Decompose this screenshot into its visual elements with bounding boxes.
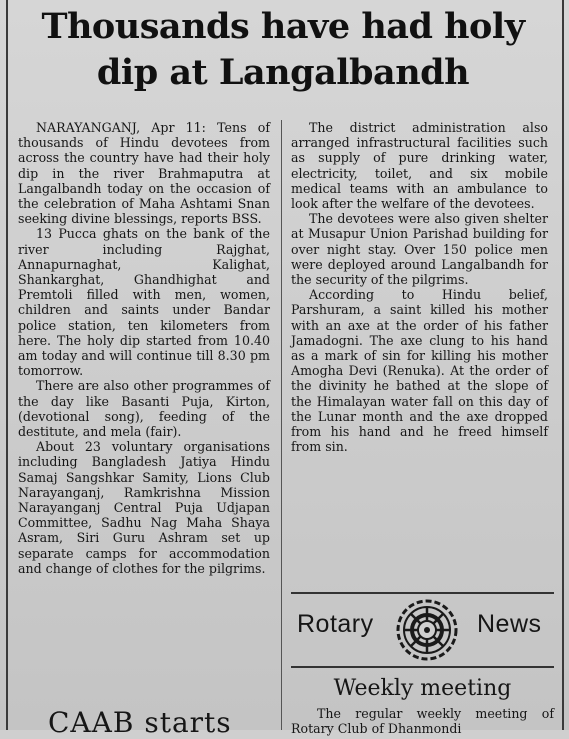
rotary-wheel-icon	[395, 598, 459, 662]
article-column-1	[18, 120, 270, 576]
paragraph-2: 13 Pucca ghats on the bank of the river including Rajghat, Annapurnaghat, Kalighat, Shankarghat, Ghandhighat and Premtoli filled with men, women, children and saints under Bandar police station, ten kilometers from here. The holy dip started from 10.40 am today and will continue till 8.30 pm tomorrow.	[18, 226, 270, 379]
article-column-2	[291, 120, 548, 454]
weekly-meeting-paragraph: The regular weekly meeting of Rotary Club of Dhanmondi	[291, 706, 554, 737]
weekly-meeting-text	[291, 706, 554, 736]
paragraph-3: There are also other programmes of the day like Basanti Puja, Kirton, (devotional song), feeding of the destitute, and mela (fair).	[18, 378, 270, 440]
banner-top-rule	[291, 592, 554, 594]
paragraph-5: The district administration also arranged infrastructural facilities such as supply of pure drinking water, electricity, toilet, and six mobile medical teams with an ambulance to look after the welfare of the devotees.	[291, 120, 548, 212]
banner-bottom-rule	[291, 666, 554, 668]
news-word: News	[477, 610, 542, 638]
weekly-meeting-heading: Weekly meeting	[333, 676, 512, 701]
paragraph-1: NARAYANGANJ, Apr 11: Tens of thousands of Hindu devotees from across the country have had their holy dip in the river Brahmaputra at Langalbandh today on the occasion of the celebration of Maha Ashtami Snan seeking divine blessings, reports BSS.	[18, 120, 270, 227]
rotary-news-banner	[291, 588, 554, 668]
headline-line-2: dip at Langalbandh	[96, 52, 470, 93]
headline-line-1: Thousands have had holy	[41, 6, 525, 47]
column-divider	[281, 120, 282, 730]
paragraph-7: According to Hindu belief, Parshuram, a saint killed his mother with an axe at the order of his father Jamadogni. The axe clung to his hand as a mark of sin for killing his mother Amogha Devi (Renuka). At the order of the divinity he bathed at the slope of the Himalayan water fall on this day of the Lunar month and the axe dropped from his hand and he freed himself from sin.	[291, 287, 548, 455]
headline	[10, 4, 556, 96]
next-story-heading: CAAB starts	[48, 706, 232, 739]
right-column-rule	[562, 0, 564, 730]
paragraph-6: The devotees were also given shelter at Musapur Union Parishad building for over night stay. Over 150 police men were deployed around Langalbandh for the security of the pilgrims.	[291, 211, 548, 288]
left-column-rule	[6, 0, 8, 730]
paragraph-4: About 23 voluntary organisations including Bangladesh Jatiya Hindu Samaj Sangshkar Samity, Lions Club Narayanganj, Ramkrishna Mission Narayanganj Central Puja Udjapan Committee, Sadhu Nag Maha Shaya Asram, Siri Guru Ashram set up separate camps for accommodation and change of clothes for the pilgrims.	[18, 439, 270, 576]
rotary-word: Rotary	[297, 610, 374, 638]
